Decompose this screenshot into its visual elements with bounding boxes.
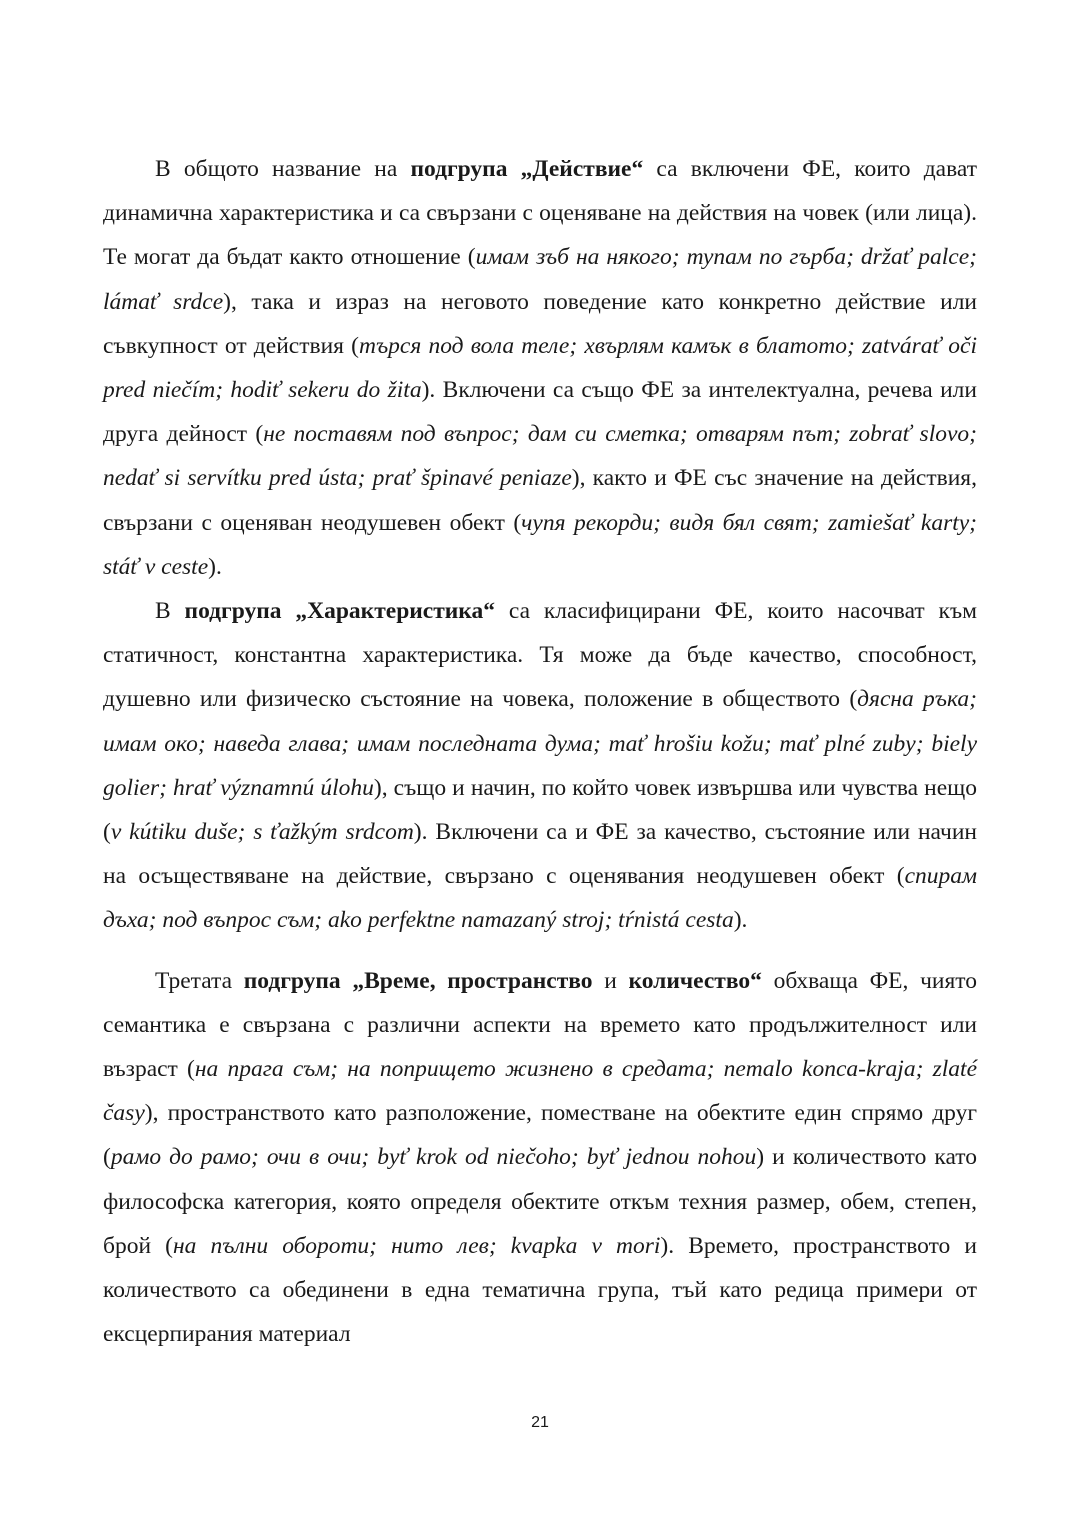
- text-run: ), така и израз на неговото поведение като конкретно действие или съвкупност от действия (: [103, 288, 978, 359]
- italic-example: v kútiku duše; s ťažkým srdcom: [110, 819, 414, 846]
- bold-term: подгрупа „Време, пространство: [243, 967, 593, 994]
- text-run: са включени ФЕ, които дават динамична характеристика и са свързани с оценяване на действия на човек (или лица). Те могат да бъдат както отношение (: [103, 156, 977, 271]
- italic-example: дясна ръка; имам око; наведа глава; имам последната дума; mať hrošiu kožu; mať plné zuby; biely golier; hrať významnú úlohu: [103, 686, 977, 801]
- text-run: ).: [733, 907, 748, 934]
- italic-example: чупя рекорди; видя бял свят; zamiešať karty; stáť v ceste: [103, 509, 977, 580]
- text-run: ). Включени са и ФЕ за качество, състояние или начин на осъществяване на действие, свързано с оценявания неодушевен обект (: [103, 819, 978, 890]
- page-number: 21: [531, 1414, 549, 1431]
- text-run: ) и количеството като философска категория, която определя обектите откъм техния размер, обем, степен, брой (: [103, 1144, 977, 1259]
- paragraph-characteristic-subgroup: [103, 589, 977, 943]
- text-run: В общото название на: [155, 156, 411, 182]
- text-run: ).: [208, 553, 222, 580]
- paragraph-time-space-quantity-subgroup: [103, 959, 977, 1357]
- italic-example: търся под вола теле; хвърлям камък в блатото; zatvárať oči pred niečím; hodiť sekeru do žita: [103, 332, 977, 404]
- body-text: [103, 147, 977, 1356]
- text-run: В: [155, 598, 185, 625]
- bold-term: подгрупа „Характеристика“: [184, 598, 495, 625]
- text-run: ). Времето, пространството и количеството са обединени в една тематична група, тъй като редица примери от ексцерпирания материал: [103, 1232, 977, 1348]
- text-run: ), пространството като разположение, поместване на обектите един спрямо друг (: [103, 1100, 977, 1171]
- bold-term: количество“: [628, 967, 762, 994]
- italic-example: имам зъб на някого; тупам по гърба; držať palce; lámať srdce: [103, 244, 977, 315]
- text-run: ), също и начин, по който човек извършва или чувства нещо (: [103, 774, 977, 846]
- italic-example: на прага съм; на попрището жизнено в средата; nemalo konca-kraja; zlaté časy: [103, 1056, 977, 1127]
- text-run: Третата: [155, 967, 244, 994]
- text-run: и: [592, 967, 629, 994]
- italic-example: рамо до рамо; очи в очи; byť krok od niečoho; byť jednou nohou: [110, 1144, 757, 1171]
- italic-example: спирам дъха; под въпрос съм; ako perfektne namazaný stroj; tŕnistá cesta: [103, 863, 977, 934]
- bold-term: подгрупа „Действие“: [410, 156, 644, 182]
- text-run: обхваща ФЕ, чиято семантика е свързана с различни аспекти на времето като продължителност или възраст (: [103, 967, 977, 1083]
- text-run: ), както и ФЕ със значение на действия, свързани с оценяван неодушевен обект (: [103, 465, 977, 536]
- italic-example: не поставям под въпрос; дам си сметка; отварям път; zobrať slovo; nedať si servítku pred ústa; prať špinavé peniaze: [103, 421, 977, 492]
- text-run: ). Включени са също ФЕ за интелектуална, речева или друга дейност (: [103, 377, 977, 448]
- paragraph-action-subgroup: [103, 147, 977, 589]
- italic-example: на пълни обороти; нито лев; kvapka v mori: [172, 1232, 661, 1259]
- text-run: са класифицирани ФЕ, които насочват към статичност, константна характеристика. Тя може да бъде качество, способност, душевно или физическо състояние на човека, положение в обществото (: [103, 598, 977, 713]
